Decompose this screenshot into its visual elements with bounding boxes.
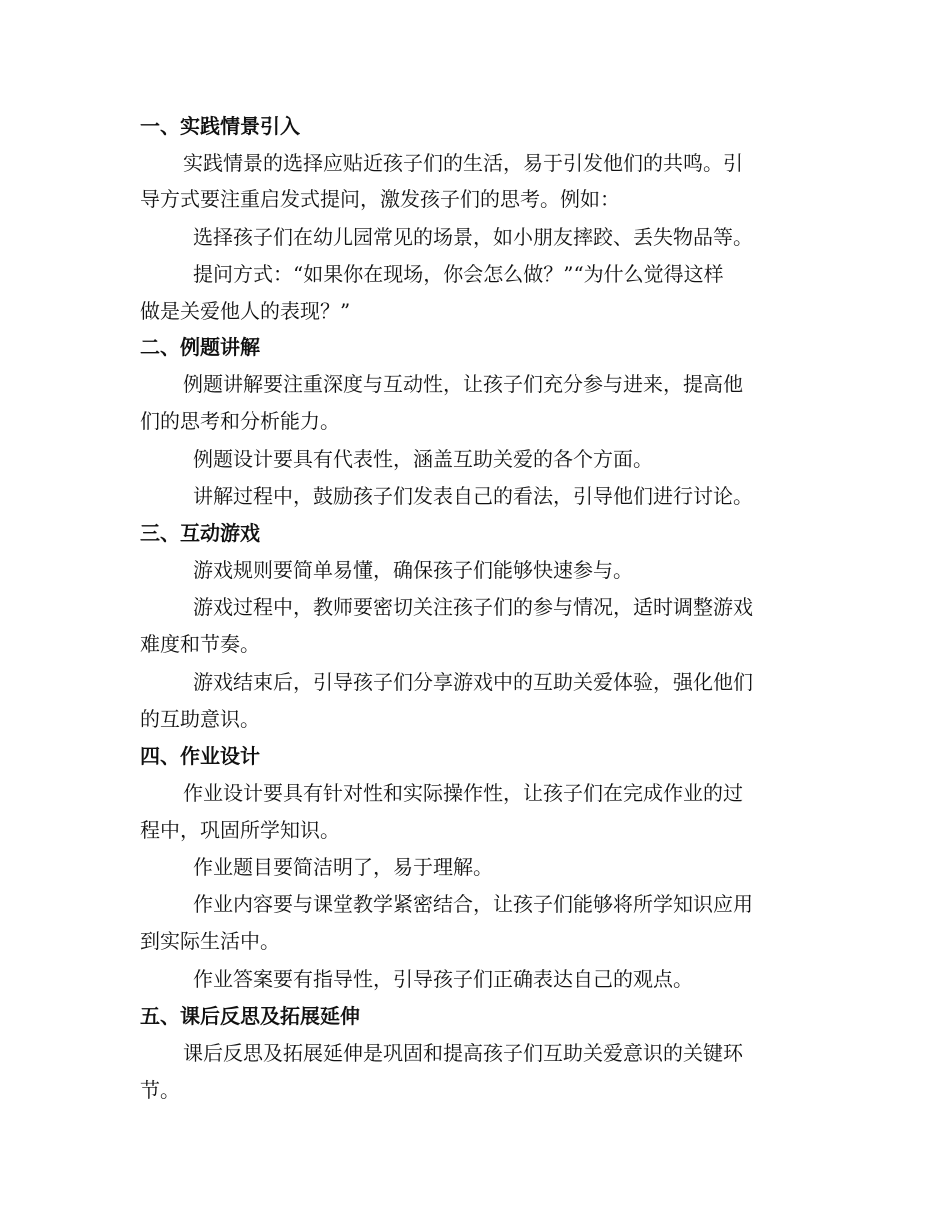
paragraph-line: 作业设计要具有针对性和实际操作性，让孩子们在完成作业的过 [183,781,743,805]
paragraph-line: 程中，巩固所学知识。 [140,818,340,842]
paragraph-line: 导方式要注重启发式提问，激发孩子们的思考。例如： [140,187,620,211]
paragraph-line: 例题设计要具有代表性，涵盖互助关爱的各个方面。 [193,447,653,471]
paragraph-line: 课后反思及拓展延伸是巩固和提高孩子们互助关爱意识的关键环 [183,1041,743,1065]
paragraph-line: 游戏规则要简单易懂，确保孩子们能够快速参与。 [193,558,633,582]
paragraph-line: 作业内容要与课堂教学紧密结合，让孩子们能够将所学知识应用 [193,892,753,916]
section-heading: 五、课后反思及拓展延伸 [140,1004,360,1028]
paragraph-line: 难度和节奏。 [140,632,260,656]
paragraph-line: 作业题目要简洁明了，易于理解。 [193,855,493,879]
section-heading: 一、实践情景引入 [140,114,300,138]
paragraph-line: 节。 [140,1078,180,1102]
paragraph-line: 们的思考和分析能力。 [140,409,340,433]
paragraph-line: 做是关爱他人的表现？” [140,299,351,323]
paragraph-line: 到实际生活中。 [140,929,280,953]
paragraph-line: 的互助意识。 [140,707,260,731]
paragraph-line: 游戏结束后，引导孩子们分享游戏中的互助关爱体验，强化他们 [193,670,753,694]
paragraph-line: 提问方式：“如果你在现场，你会怎么做？”“为什么觉得这样 [193,262,724,286]
paragraph-line: 作业答案要有指导性，引导孩子们正确表达自己的观点。 [193,967,693,991]
paragraph-line: 例题讲解要注重深度与互动性，让孩子们充分参与进来，提高他 [183,372,743,396]
paragraph-line: 讲解过程中，鼓励孩子们发表自己的看法，引导他们进行讨论。 [193,484,753,508]
paragraph-line: 选择孩子们在幼儿园常见的场景，如小朋友摔跤、丢失物品等。 [193,225,753,249]
paragraph-line: 实践情景的选择应贴近孩子们的生活，易于引发他们的共鸣。引 [183,151,743,175]
section-heading: 二、例题讲解 [140,335,260,359]
paragraph-line: 游戏过程中，教师要密切关注孩子们的参与情况，适时调整游戏 [193,595,753,619]
section-heading: 三、互动游戏 [140,521,260,545]
section-heading: 四、作业设计 [140,744,260,768]
